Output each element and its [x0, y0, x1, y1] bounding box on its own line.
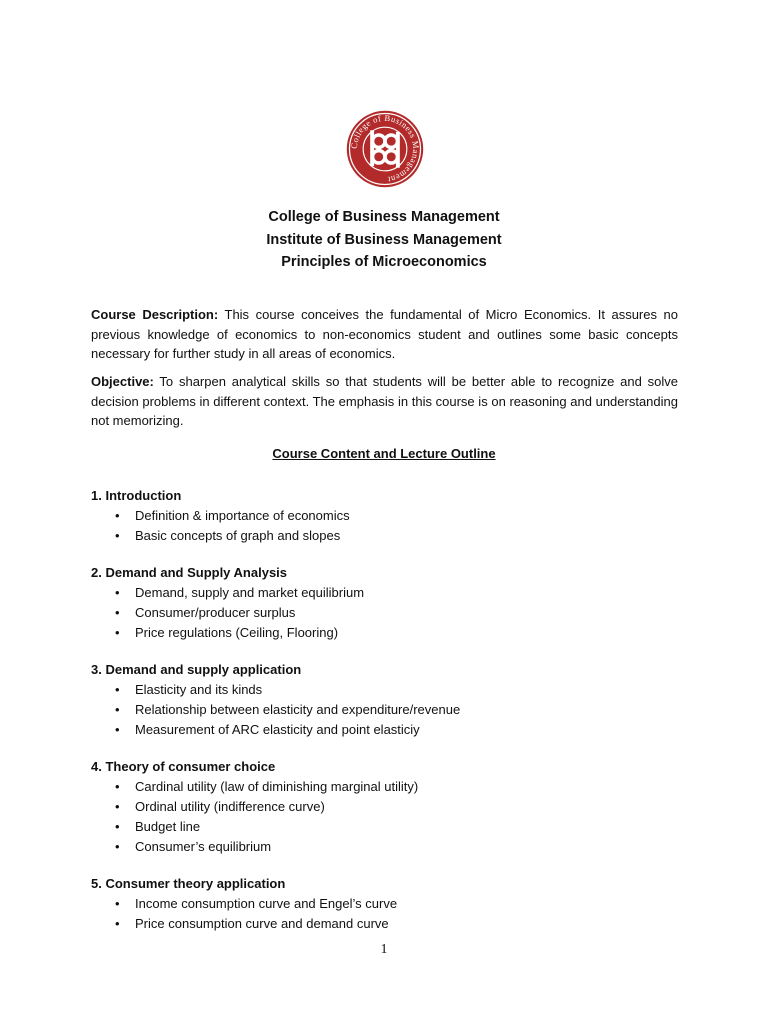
list-item-text: Consumer’s equilibrium [135, 839, 272, 855]
bullet-icon: • [115, 624, 120, 640]
course-title: Principles of Microeconomics [281, 254, 487, 270]
outline-section [91, 486, 681, 546]
logo-ring-text: College of Business Management [348, 112, 422, 185]
list-item [91, 583, 681, 603]
section-title: 4. Theory of consumer choice [91, 759, 276, 774]
document-header [90, 206, 678, 274]
list-item [91, 603, 681, 623]
bullet-icon: • [115, 818, 120, 834]
course-objective-text: To sharpen analytical skills so that students will be better able to recognize and solve decision problems in different context. The emphasis in this course is on reasoning and understanding not memorizing. [91, 374, 678, 429]
list-item [91, 894, 681, 914]
course-objective-label: Objective: [91, 374, 154, 389]
list-item [91, 623, 681, 643]
list-item-text: Measurement of ARC elasticity and point elasticiy [135, 721, 420, 737]
institute-name: Institute of Business Management [266, 231, 502, 248]
list-item [91, 914, 681, 934]
college-logo [346, 110, 424, 188]
list-item-text: Elasticity and its kinds [135, 681, 263, 697]
bullet-icon: • [115, 584, 120, 600]
list-item-text: Cardinal utility (law of diminishing marginal utility) [135, 778, 419, 794]
outline-section [91, 660, 681, 740]
bullet-icon: • [115, 798, 120, 814]
list-item [91, 777, 681, 797]
bullet-icon: • [115, 915, 120, 931]
bullet-icon: • [115, 527, 120, 543]
course-description-label: Course Description: [91, 307, 219, 322]
list-item [91, 680, 681, 700]
list-item-text: Budget line [135, 818, 201, 834]
bullet-icon: • [115, 507, 120, 523]
course-objective [91, 372, 678, 431]
bullet-icon: • [115, 681, 120, 697]
college-name: College of Business Management [268, 209, 500, 225]
list-item-text: Definition & importance of economics [135, 507, 350, 523]
list-item-text: Price regulations (Ceiling, Flooring) [135, 624, 339, 640]
course-description [91, 305, 678, 364]
list-item [91, 526, 681, 546]
page-number: 1 [380, 942, 388, 957]
list-item [91, 817, 681, 837]
course-description-text: This course conceives the fundamental of Micro Economics. It assures no previous knowledge of economics to non-economics student and outlines some basic concepts necessary for further study in all areas of economics. [91, 307, 679, 362]
list-item-text: Price consumption curve and demand curve [135, 915, 389, 931]
list-item [91, 720, 681, 740]
list-item [91, 700, 681, 720]
list-item [91, 797, 681, 817]
outline-section [91, 563, 681, 643]
list-item-text: Basic concepts of graph and slopes [135, 527, 341, 543]
list-item-text: Relationship between elasticity and expenditure/revenue [135, 701, 461, 717]
outline-section [91, 874, 681, 934]
section-title: 3. Demand and supply application [91, 662, 302, 677]
bullet-icon: • [115, 778, 120, 794]
list-item-text: Consumer/producer surplus [135, 604, 296, 620]
section-title: 5. Consumer theory application [91, 876, 286, 891]
list-item [91, 837, 681, 857]
list-item-text: Ordinal utility (indifference curve) [135, 798, 325, 814]
section-title: 2. Demand and Supply Analysis [91, 565, 288, 580]
list-item-text: Demand, supply and market equilibrium [135, 584, 365, 600]
list-item-text: Income consumption curve and Engel’s curve [135, 895, 398, 911]
section-title: 1. Introduction [91, 488, 182, 503]
bullet-icon: • [115, 895, 120, 911]
outline-section [91, 757, 681, 857]
outline-heading: Course Content and Lecture Outline [272, 446, 496, 461]
bullet-icon: • [115, 839, 120, 855]
bullet-icon: • [115, 721, 120, 737]
list-item [91, 506, 681, 526]
bullet-icon: • [115, 701, 120, 717]
bullet-icon: • [115, 604, 120, 620]
